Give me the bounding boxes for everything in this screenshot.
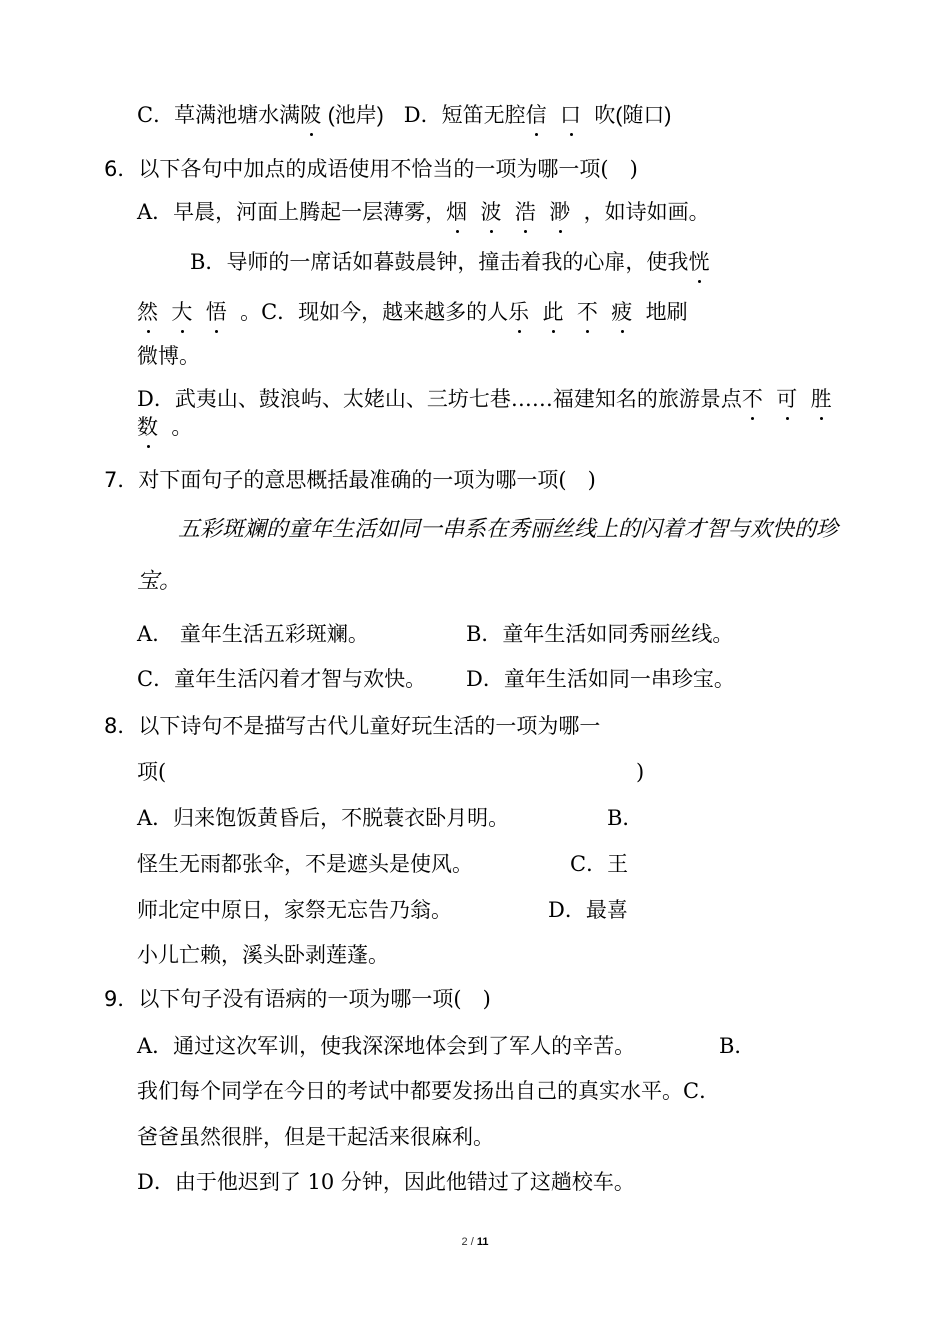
- q9-option-b-label: B．: [719, 1034, 756, 1058]
- q9-option-b: 我们每个同学在今日的考试中都要发扬出自己的真实水平。C．: [137, 1079, 721, 1103]
- q6-option-d: D．武夷山、鼓浪屿、太姥山、三坊七巷……福建知名的旅游景点不 可 胜: [137, 387, 832, 411]
- q8-option-d-label: D．最喜: [548, 898, 628, 922]
- q8-stem-cont: 项(: [137, 760, 167, 784]
- q9-stem: 9．以下句子没有语病的一项为哪一项( ): [104, 987, 491, 1011]
- q8-option-a: A．归来饱饭黄昏后，不脱蓑衣卧月明。: [137, 806, 510, 830]
- q8-stem: 8．以下诗句不是描写古代儿童好玩生活的一项为哪一: [104, 714, 601, 738]
- q9-option-a: A．通过这次军训，使我深深地体会到了军人的辛苦。: [137, 1034, 636, 1058]
- q6-stem: 6．以下各句中加点的成语使用不恰当的一项为哪一项( ): [104, 157, 638, 181]
- q5-option-d: D．短笛无腔信 口 吹(随口): [403, 103, 672, 127]
- q8-answer-paren: ): [636, 760, 645, 784]
- q8-option-d: 小儿亡赖，溪头卧剥莲蓬。: [137, 943, 389, 967]
- q9-option-d: D．由于他迟到了 10 分钟，因此他错过了这趟校车。: [137, 1170, 635, 1194]
- q8-option-c: 师北定中原日，家祭无忘告乃翁。: [137, 898, 452, 922]
- q7-quote-cont: 宝。: [137, 569, 182, 594]
- q6-option-d-cont: 数 。: [137, 415, 193, 439]
- q8-option-b: 怪生无雨都张伞，不是遮头是使风。: [137, 852, 473, 876]
- q7-quote: 五彩斑斓的童年生活如同一串系在秀丽丝线上的闪着才智与欢快的珍: [178, 517, 839, 542]
- q8-option-b-label: B．: [607, 806, 644, 830]
- q7-option-c: C．童年生活闪着才智与欢快。: [137, 667, 427, 691]
- page-number: 2 / 11: [461, 1236, 489, 1248]
- q5-option-c: C．草满池塘水满陂 (池岸) D．短笛无腔信 口 吹(随口): [137, 103, 672, 127]
- q8-option-c-label: C．王: [570, 852, 629, 876]
- q7-stem: 7．对下面句子的意思概括最准确的一项为哪一项( ): [104, 468, 596, 492]
- q6-option-c-cont: 微博。: [137, 344, 200, 368]
- q7-option-a: A. 童年生活五彩斑斓。: [137, 622, 369, 646]
- q7-option-b: B．童年生活如同秀丽丝线。: [466, 622, 734, 646]
- q9-option-c: 爸爸虽然很胖，但是干起活来很麻利。: [137, 1125, 494, 1149]
- q7-option-d: D．童年生活如同一串珍宝。: [466, 667, 735, 691]
- q6-option-a: A．早晨，河面上腾起一层薄雾，烟 波 浩 渺 ，如诗如画。: [137, 200, 710, 224]
- q6-option-b: B．导师的一席话如暮鼓晨钟，撞击着我的心扉，使我恍: [190, 250, 710, 274]
- q6-option-c: C．现如今，越来越多的人乐 此 不 疲 地刷: [261, 300, 688, 324]
- q6-option-b-cont: 然 大 悟 。C．现如今，越来越多的人乐 此 不 疲 地刷: [137, 300, 688, 324]
